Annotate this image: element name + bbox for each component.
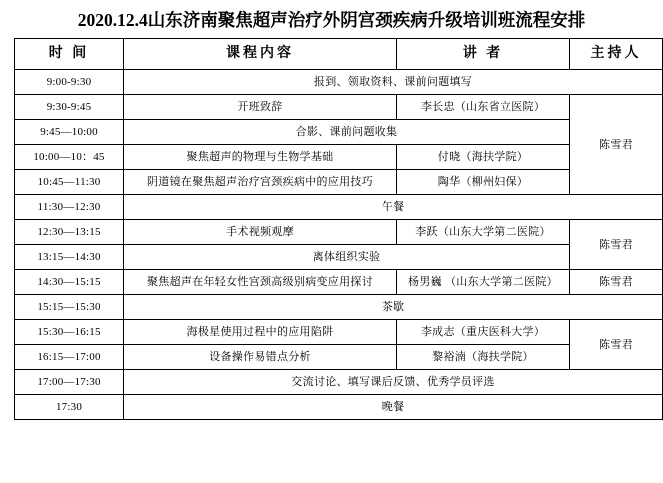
table-row xyxy=(15,70,663,95)
table-body xyxy=(15,70,663,420)
cell-content: 手术视频观摩 xyxy=(124,220,397,245)
cell-content: 设备操作易错点分析 xyxy=(124,345,397,370)
column-header-speaker: 讲 者 xyxy=(397,39,570,70)
cell-time: 17:00—17:30 xyxy=(15,370,124,395)
cell-speaker: 陶华（柳州妇保） xyxy=(397,170,570,195)
cell-content: 离体组织实验 xyxy=(124,245,570,270)
cell-host: 陈雪君 xyxy=(570,320,663,370)
cell-host: 陈雪君 xyxy=(570,270,663,295)
table-row xyxy=(15,320,663,345)
table-row xyxy=(15,270,663,295)
cell-time: 12:30—13:15 xyxy=(15,220,124,245)
table-row xyxy=(15,345,663,370)
cell-content: 合影、课前问题收集 xyxy=(124,120,570,145)
cell-time: 17:30 xyxy=(15,395,124,420)
table-row xyxy=(15,220,663,245)
cell-time: 9:45—10:00 xyxy=(15,120,124,145)
cell-content: 午餐 xyxy=(124,195,663,220)
cell-content: 茶歇 xyxy=(124,295,663,320)
cell-time: 14:30—15:15 xyxy=(15,270,124,295)
cell-time: 15:30—16:15 xyxy=(15,320,124,345)
cell-content: 晚餐 xyxy=(124,395,663,420)
cell-content: 阴道镜在聚焦超声治疗宫颈疾病中的应用技巧 xyxy=(124,170,397,195)
table-row xyxy=(15,170,663,195)
cell-content: 聚焦超声的物理与生物学基础 xyxy=(124,145,397,170)
cell-time: 10:00—10：45 xyxy=(15,145,124,170)
table-row xyxy=(15,120,663,145)
cell-time: 15:15—15:30 xyxy=(15,295,124,320)
cell-host: 陈雪君 xyxy=(570,220,663,270)
table-row xyxy=(15,95,663,120)
cell-time: 13:15—14:30 xyxy=(15,245,124,270)
table-row xyxy=(15,245,663,270)
cell-time: 16:15—17:00 xyxy=(15,345,124,370)
table-row xyxy=(15,295,663,320)
column-header-host: 主持人 xyxy=(570,39,663,70)
table-row xyxy=(15,145,663,170)
cell-speaker: 李成志（重庆医科大学） xyxy=(397,320,570,345)
page-title: 2020.12.4山东济南聚焦超声治疗外阴宫颈疾病升级培训班流程安排 xyxy=(77,10,586,30)
table-header xyxy=(15,39,663,70)
cell-time: 11:30—12:30 xyxy=(15,195,124,220)
table-row xyxy=(15,370,663,395)
cell-speaker: 付晓（海扶学院） xyxy=(397,145,570,170)
cell-time: 9:30-9:45 xyxy=(15,95,124,120)
table-row xyxy=(15,395,663,420)
cell-speaker: 李长忠（山东省立医院） xyxy=(397,95,570,120)
cell-time: 10:45—11:30 xyxy=(15,170,124,195)
cell-content: 交流讨论、填写课后反馈、优秀学员评选 xyxy=(124,370,663,395)
cell-host: 陈雪君 xyxy=(570,95,663,195)
cell-content: 开班致辞 xyxy=(124,95,397,120)
table-row xyxy=(15,195,663,220)
cell-speaker: 杨男巍 （山东大学第二医院） xyxy=(397,270,570,295)
cell-content: 海极星使用过程中的应用陷阱 xyxy=(124,320,397,345)
cell-speaker: 李跃（山东大学第二医院） xyxy=(397,220,570,245)
cell-content: 报到、领取资料、课前问题填写 xyxy=(124,70,663,95)
header-row xyxy=(15,39,663,70)
column-header-content: 课程内容 xyxy=(124,39,397,70)
column-header-time: 时 间 xyxy=(15,39,124,70)
cell-speaker: 黎裕湳（海扶学院） xyxy=(397,345,570,370)
schedule-table xyxy=(14,38,663,420)
cell-content: 聚焦超声在年轻女性宫颈高级别病变应用探讨 xyxy=(124,270,397,295)
cell-time: 9:00-9:30 xyxy=(15,70,124,95)
